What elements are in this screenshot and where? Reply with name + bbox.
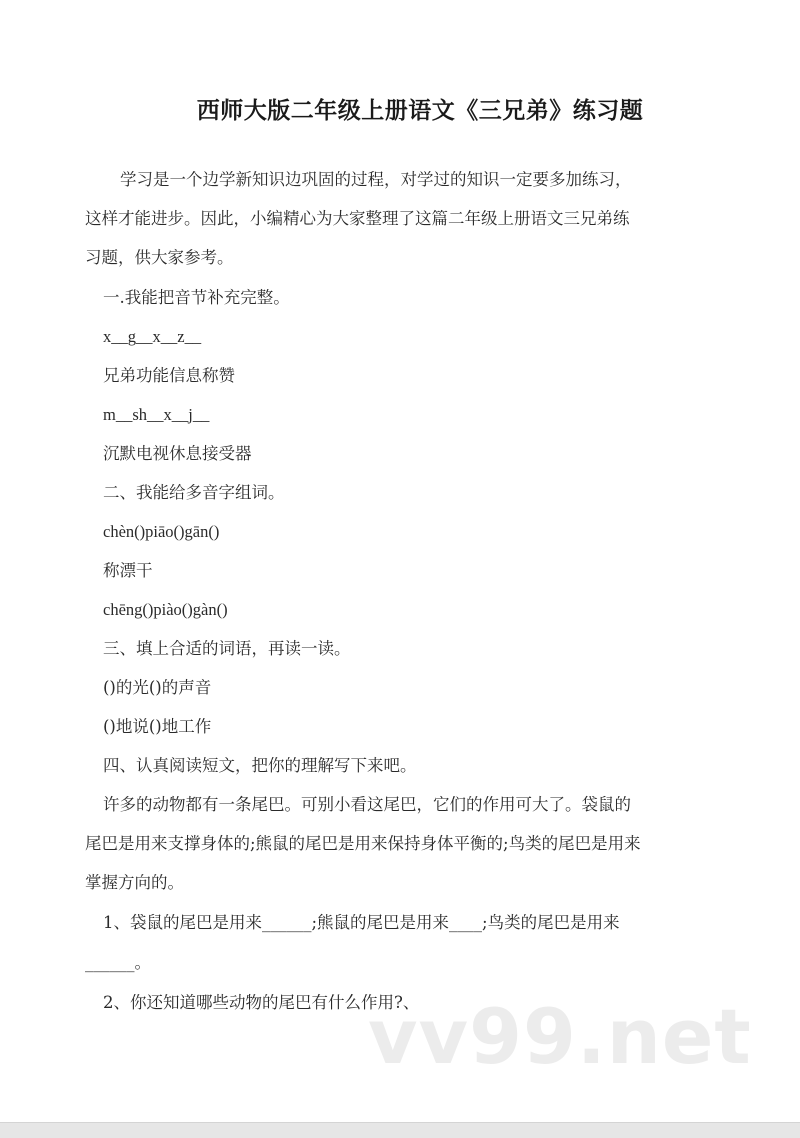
intro-line: 习题，供大家参考。 <box>85 248 234 267</box>
exercise-line: chèn()piāo()gān() <box>103 522 220 541</box>
exercise-line: ()地说()地工作 <box>103 717 212 736</box>
question-line: 2、你还知道哪些动物的尾巴有什么作用?、 <box>103 993 420 1012</box>
section-heading: 三、填上合适的词语，再读一读。 <box>103 639 351 658</box>
intro-line: 这样才能进步。因此，小编精心为大家整理了这篇二年级上册语文三兄弟练 <box>85 209 630 228</box>
exercise-line: ()的光()的声音 <box>103 678 212 697</box>
exercise-line: x__g__x__z__ <box>103 327 202 346</box>
intro-line: 学习是一个边学新知识边巩固的过程，对学过的知识一定要多加练习， <box>120 170 632 189</box>
exercise-line: chēng()piào()gàn() <box>103 600 228 619</box>
passage-line: 许多的动物都有一条尾巴。可别小看这尾巴，它们的作用可大了。袋鼠的 <box>103 795 631 814</box>
section-heading: 一.我能把音节补充完整。 <box>103 288 290 307</box>
question-line: 1、袋鼠的尾巴是用来______;熊鼠的尾巴是用来____;鸟类的尾巴是用来 <box>103 913 620 932</box>
watermark: vv99.net <box>368 992 752 1081</box>
section-heading: 二、我能给多音字组词。 <box>103 483 285 502</box>
passage-line: 掌握方向的。 <box>85 873 184 892</box>
question-line: ______。 <box>85 953 151 972</box>
page-bottom-edge <box>0 1122 800 1138</box>
section-heading: 四、认真阅读短文，把你的理解写下来吧。 <box>103 756 417 775</box>
passage-line: 尾巴是用来支撑身体的;熊鼠的尾巴是用来保持身体平衡的;鸟类的尾巴是用来 <box>85 834 641 853</box>
exercise-line: 沉默电视休息接受器 <box>103 444 252 463</box>
page-title: 西师大版二年级上册语文《三兄弟》练习题 <box>196 98 644 124</box>
exercise-line: 兄弟功能信息称赞 <box>103 366 235 385</box>
exercise-line: m__sh__x__j__ <box>103 405 210 424</box>
exercise-line: 称漂干 <box>103 561 153 580</box>
